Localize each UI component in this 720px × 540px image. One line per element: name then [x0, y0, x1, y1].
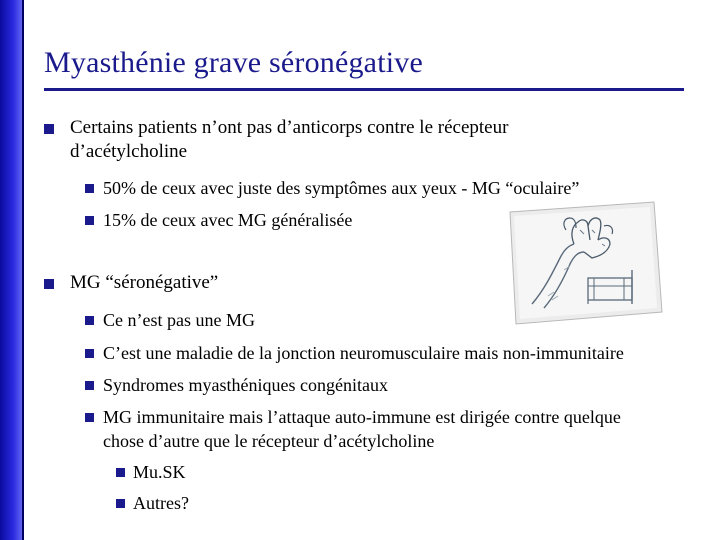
point1-line1: Certains patients n’ont pas d’anticorps contre le récepteur [70, 117, 509, 138]
point2-sub4-line1: MG immunitaire mais l’attaque auto-immune est dirigée contre quelque [103, 407, 621, 427]
bullet-point2-subsub1-icon [116, 468, 125, 477]
slide-sidebar [0, 0, 24, 540]
bullet-point1-icon [44, 124, 54, 134]
bullet-point2-icon [44, 279, 54, 289]
bullet-point2-subsub2-icon [116, 499, 125, 508]
bullet-point1-sub1-icon [85, 184, 94, 193]
bullet-point2-sub2-icon [85, 349, 94, 358]
bullet-point1-sub2-icon [85, 216, 94, 225]
bullet-point2-sub3-icon [85, 381, 94, 390]
slide-title: Myasthénie grave séronégative [44, 46, 423, 79]
point2-sub4-line2: chose d’autre que le récepteur d’acétylcholine [103, 431, 435, 451]
point2-sub1: Ce n’est pas une MG [103, 310, 255, 330]
point2-sub3: Syndromes myasthéniques congénitaux [103, 375, 388, 395]
bullet-point2-sub4-icon [85, 413, 94, 422]
point2-subsub1: Mu.SK [133, 462, 186, 482]
title-underline [44, 88, 684, 91]
point1-line2: d’acétylcholine [70, 141, 188, 162]
point1-sub2: 15% de ceux avec MG généralisée [103, 210, 353, 230]
point1-sub1: 50% de ceux avec juste des symptômes aux yeux - MG “oculaire” [103, 178, 580, 198]
point2-subsub2: Autres? [133, 493, 189, 513]
bullet-point2-sub1-icon [85, 316, 94, 325]
point2-sub2: C’est une maladie de la jonction neuromusculaire mais non-immunitaire [103, 343, 624, 363]
hand-sketch-icon [504, 200, 664, 326]
point2-line1: MG “séronégative” [70, 272, 219, 293]
